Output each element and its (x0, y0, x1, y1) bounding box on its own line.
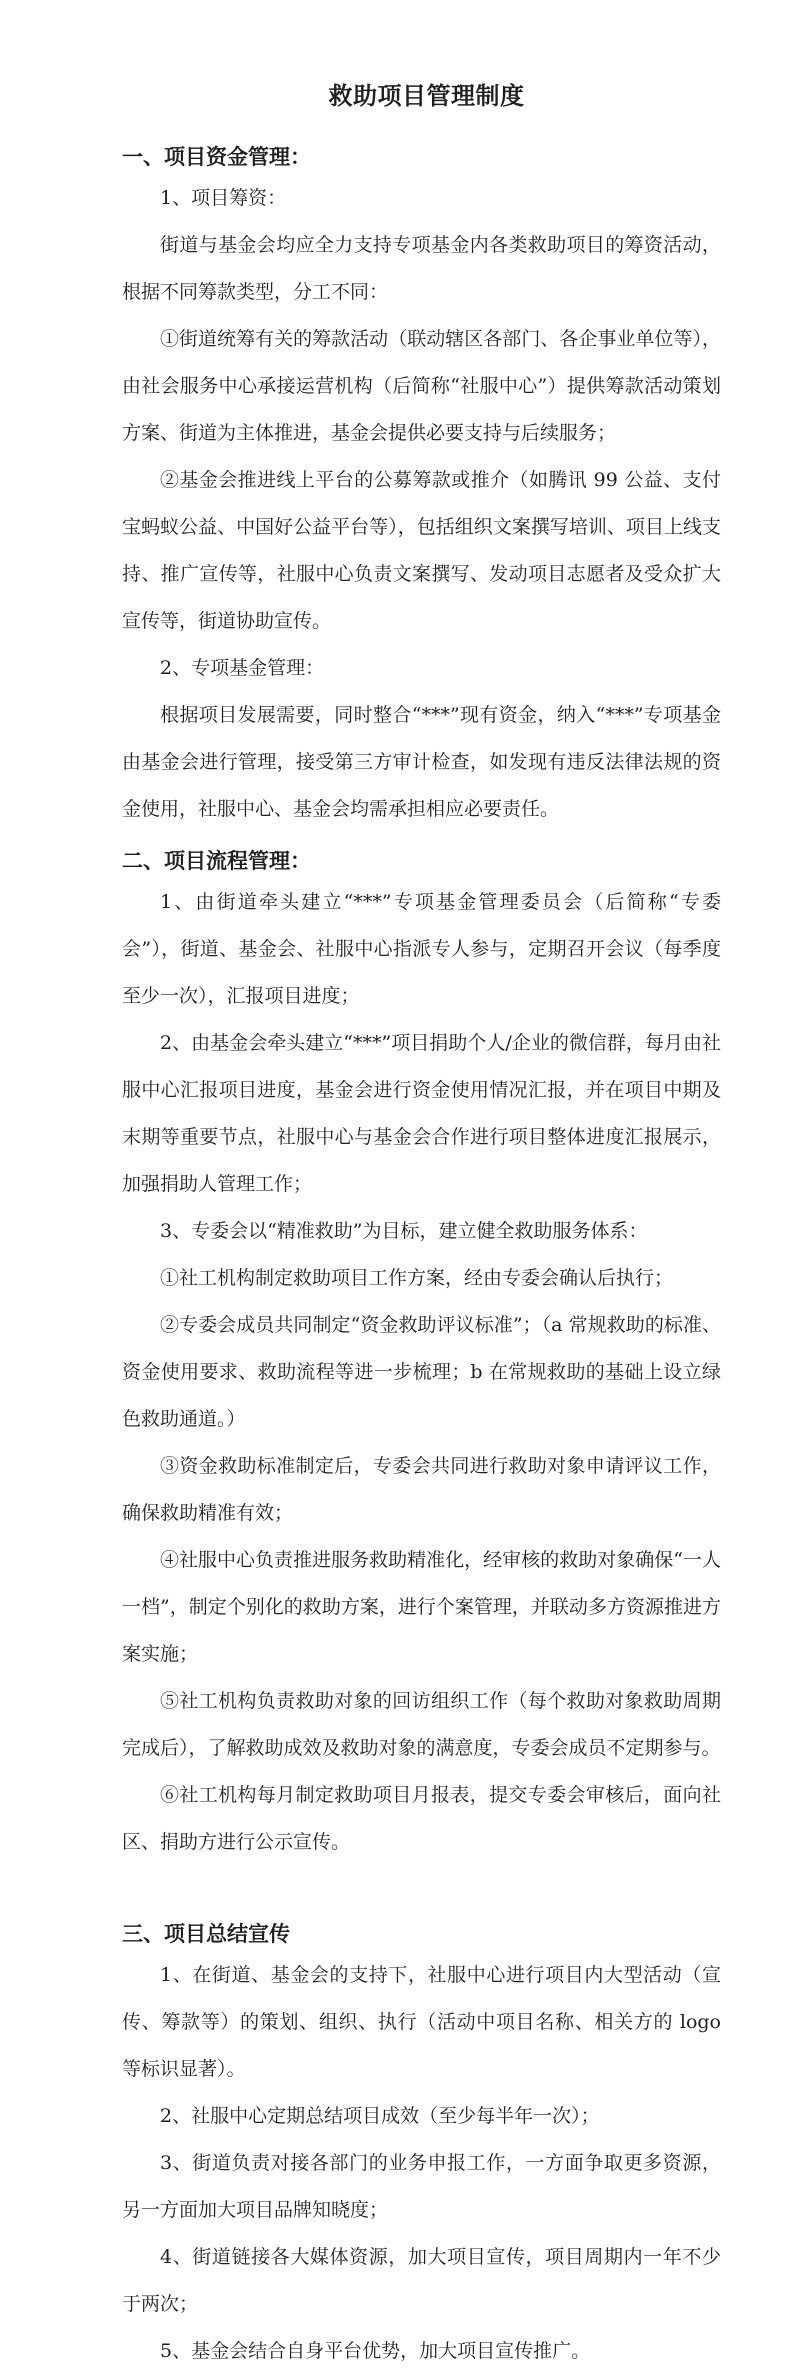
paragraph: 2、社服中心定期总结项目成效（至少每半年一次）； (160, 2105, 600, 2127)
paragraph: 1、在街道、基金会的支持下，社服中心进行项目内大型活动（宣传、筹款等）的策划、组织、执行（活动中项目名称、相关方的 logo 等标识显著）。 (122, 1964, 721, 2080)
section-heading: 三、项目总结宣传 (122, 1921, 290, 1946)
paragraph: 2、专项基金管理： (160, 657, 325, 679)
paragraph: 街道与基金会均应全力支持专项基金内各类救助项目的筹资活动，根据不同筹款类型，分工不同： (122, 234, 721, 303)
section-summary-publicity (122, 1916, 721, 2375)
paragraph: 4、街道链接各大媒体资源，加大项目宣传，项目周期内一年不少于两次； (122, 2246, 721, 2315)
paragraph: ⑥社工机构每月制定救助项目月报表，提交专委会审核后，面向社区、捐助方进行公示宣传。 (122, 1784, 721, 1853)
section-fund-management (122, 139, 721, 833)
paragraph: ①社工机构制定救助项目工作方案，经由专委会确认后执行； (160, 1267, 674, 1289)
document-title: 救助项目管理制度 (328, 81, 525, 110)
paragraph: ①街道统筹有关的筹款活动（联动辖区各部门、各企事业单位等），由社会服务中心承接运营机构（后简称“社服中心”）提供筹款活动策划方案、街道为主体推进，基金会提供必要支持与后续服务； (122, 328, 721, 444)
section-process-management (122, 843, 721, 1866)
paragraph: 1、项目筹资： (160, 187, 287, 209)
paragraph: 3、街道负责对接各部门的业务申报工作，一方面争取更多资源，另一方面加大项目品牌知晓度； (122, 2152, 721, 2221)
section-heading: 一、项目资金管理： (122, 144, 311, 169)
paragraph: ②专委会成员共同制定“资金救助评议标准”；（a 常规救助的标准、资金使用要求、救助流程等进一步梳理；b 在常规救助的基础上设立绿色救助通道。） (122, 1314, 721, 1430)
paragraph: 根据项目发展需要，同时整合“***”现有资金，纳入“***”专项基金由基金会进行管理，接受第三方审计检查，如发现有违反法律法规的资金使用，社服中心、基金会均需承担相应必要责任。 (122, 704, 721, 820)
paragraph: ②基金会推进线上平台的公募筹款或推介（如腾讯 99 公益、支付宝蚂蚁公益、中国好公益平台等），包括组织文案撰写培训、项目上线支持、推广宣传等，社服中心负责文案撰写、发动项目志愿者及受众扩大宣传等，街道协助宣传。 (122, 469, 721, 632)
paragraph: ③资金救助标准制定后，专委会共同进行救助对象申请评议工作，确保救助精准有效； (122, 1455, 721, 1524)
paragraph: 3、专委会以“精准救助”为目标，建立健全救助服务体系： (160, 1220, 648, 1242)
paragraph: ⑤社工机构负责救助对象的回访组织工作（每个救助对象救助周期完成后），了解救助成效及救助对象的满意度，专委会成员不定期参与。 (122, 1690, 721, 1759)
paragraph: 5、基金会结合自身平台优势，加大项目宣传推广。 (160, 2340, 591, 2362)
paragraph: 1、由街道牵头建立“***”专项基金管理委员会（后简称“专委会”），街道、基金会、社服中心指派专人参与，定期召开会议（每季度至少一次），汇报项目进度； (122, 891, 721, 1007)
paragraph: 2、由基金会牵头建立“***”项目捐助个人/企业的微信群，每月由社服中心汇报项目进度，基金会进行资金使用情况汇报，并在项目中期及末期等重要节点，社服中心与基金会合作进行项目整体进度汇报展示，加强捐助人管理工作； (122, 1032, 721, 1195)
blank-line (122, 1866, 721, 1914)
section-heading: 二、项目流程管理： (122, 848, 311, 873)
paragraph: ④社服中心负责推进服务救助精准化，经审核的救助对象确保“一人一档”，制定个别化的救助方案，进行个案管理，并联动多方资源推进方案实施； (122, 1549, 721, 1665)
